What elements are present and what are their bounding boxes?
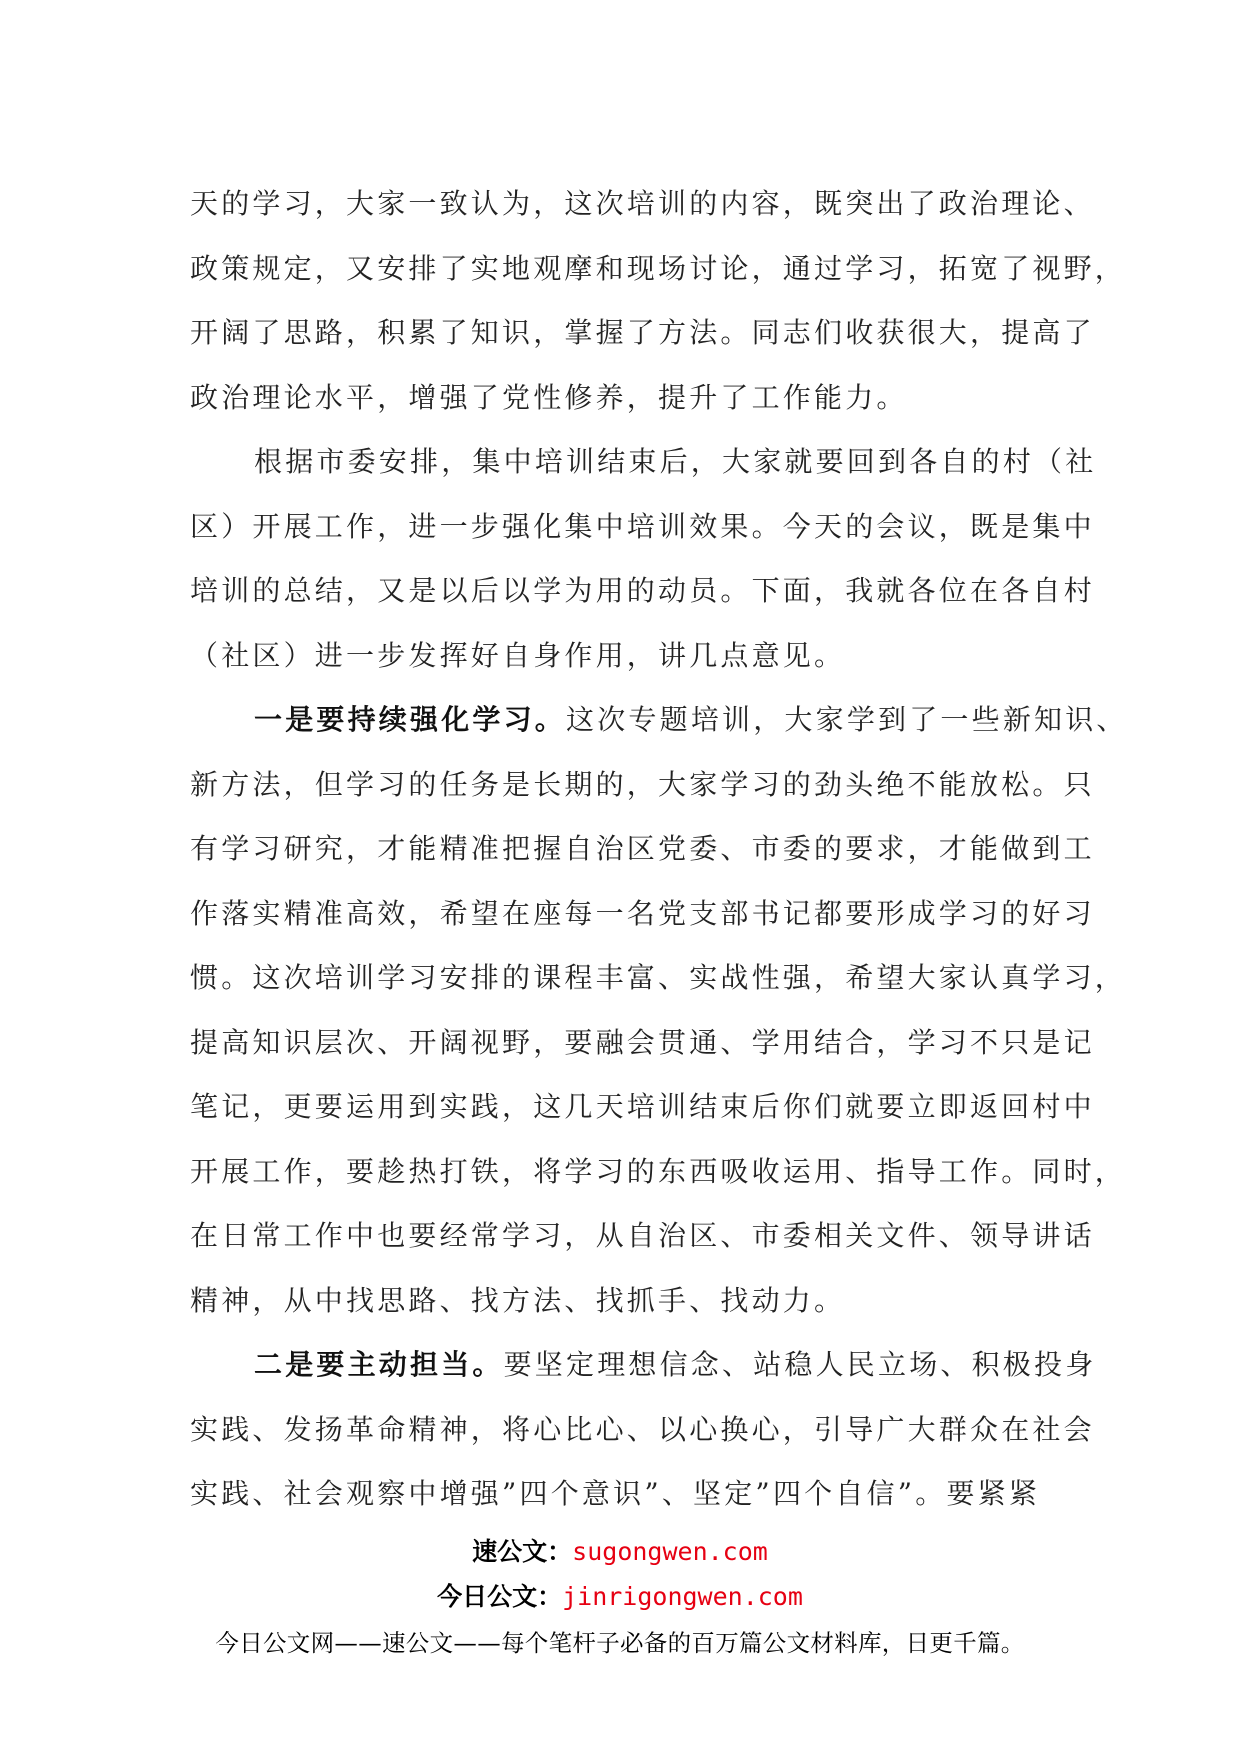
footer-description (0, 1624, 1240, 1658)
footer-label-2: 今日公文： (437, 1582, 563, 1611)
text-line: 天的学习，大家一致认为，这次培训的内容，既突出了政治理论、 (190, 187, 1095, 220)
document-body (190, 172, 1128, 1527)
footer-link-sugongwen[interactable]: sugongwen.com (572, 1537, 768, 1566)
footer-description-text: 今日公文网——速公文——每个笔杆子必备的百万篇公文材料库，日更千篇。 (215, 1629, 1025, 1657)
footer-jinrigongwen (0, 1577, 1240, 1613)
paragraph-first-line (190, 688, 1128, 753)
text-line: 实践、发扬革命精神，将心比心、以心换心，引导广大群众在社会 (190, 1412, 1095, 1446)
point-heading-2: 二是要主动担当。 (254, 1348, 504, 1381)
text-line: （社区）进一步发挥好自身作用，讲几点意见。 (190, 638, 846, 672)
text-line: 精神，从中找思路、找方法、找抓手、找动力。 (190, 1283, 846, 1317)
text-line: 作落实精准高效，希望在座每一名党支部书记都要形成学习的好习 (190, 896, 1095, 930)
text-line: 区）开展工作，进一步强化集中培训效果。今天的会议，既是集中 (190, 509, 1095, 543)
text-line: 开阔了思路，积累了知识，掌握了方法。同志们收获很大，提高了 (190, 316, 1095, 349)
text-line: 实践、社会观察中增强”四个意识”、坚定”四个自信”。要紧紧 (190, 1477, 1041, 1510)
text-line: 在日常工作中也要经常学习，从自治区、市委相关文件、领导讲话 (190, 1219, 1095, 1252)
text-line: 惯。这次培训学习安排的课程丰富、实战性强，希望大家认真学习， (190, 961, 1127, 994)
text-line: 根据市委安排，集中培训结束后，大家就要回到各自的村（社 (254, 445, 1097, 478)
text-line: 政治理论水平，增强了党性修养，提升了工作能力。 (190, 380, 908, 414)
footer-sugongwen (0, 1532, 1240, 1568)
text-line: 培训的总结，又是以后以学为用的动员。下面，我就各位在各自村 (190, 574, 1095, 607)
paragraph-first-line (190, 1333, 1097, 1398)
footer-link-jinrigongwen[interactable]: jinrigongwen.com (562, 1582, 803, 1611)
text-line: 提高知识层次、开阔视野，要融会贯通、学用结合，学习不只是记 (190, 1025, 1095, 1059)
text-run: 这次专题培训，大家学到了一些新知识、 (566, 703, 1128, 736)
text-line: 有学习研究，才能精准把握自治区党委、市委的要求，才能做到工 (190, 832, 1095, 865)
text-line: 政策规定，又安排了实地观摩和现场讨论，通过学习，拓宽了视野， (190, 251, 1127, 285)
text-run: 要坚定理想信念、站稳人民立场、积极投身 (503, 1348, 1097, 1381)
text-line: 开展工作，要趁热打铁，将学习的东西吸收运用、指导工作。同时， (190, 1154, 1127, 1188)
text-line: 笔记，更要运用到实践，这几天培训结束后你们就要立即返回村中 (190, 1090, 1095, 1123)
footer-label-1: 速公文： (472, 1537, 573, 1566)
text-line: 新方法，但学习的任务是长期的，大家学习的劲头绝不能放松。只 (190, 767, 1095, 801)
point-heading-1: 一是要持续强化学习。 (254, 703, 567, 736)
